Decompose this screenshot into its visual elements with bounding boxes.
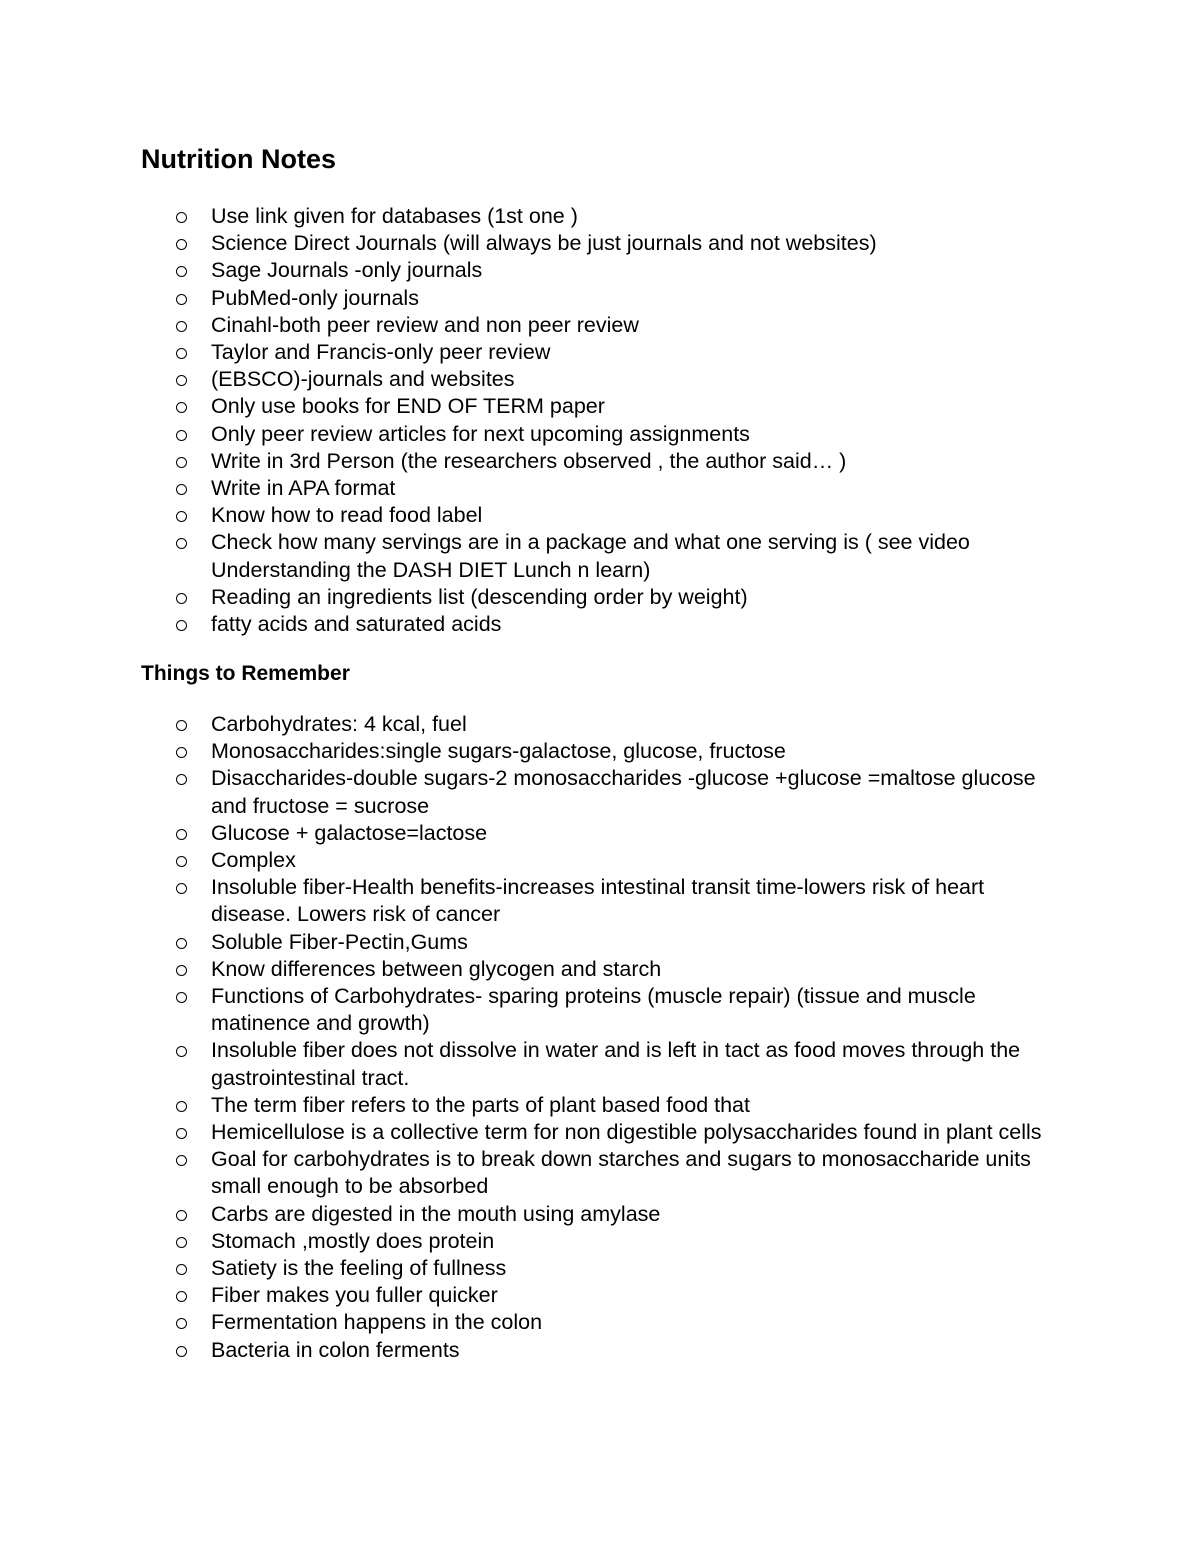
list-item xyxy=(0,230,1200,257)
list-item-text: Soluble Fiber-Pectin,Gums xyxy=(211,929,468,954)
list-item xyxy=(0,765,1200,819)
hollow-circle-bullet-icon xyxy=(176,538,187,549)
list-item xyxy=(0,956,1200,983)
hollow-circle-bullet-icon xyxy=(176,1237,187,1248)
list-item xyxy=(0,475,1200,502)
list-item xyxy=(0,1255,1200,1282)
list-item xyxy=(0,1228,1200,1255)
list-item-text: Know how to read food label xyxy=(211,503,483,528)
list-item xyxy=(0,847,1200,874)
list-item-text: Fiber makes you fuller quicker xyxy=(211,1283,498,1308)
hollow-circle-bullet-icon xyxy=(176,402,187,413)
list-item xyxy=(0,1092,1200,1119)
list-item-text: Carbohydrates: 4 kcal, fuel xyxy=(211,712,467,736)
hollow-circle-bullet-icon xyxy=(176,1318,187,1329)
list-item xyxy=(0,1337,1200,1364)
hollow-circle-bullet-icon xyxy=(176,294,187,305)
list-item xyxy=(0,312,1200,339)
page-title: Nutrition Notes xyxy=(141,144,336,174)
list-item-text: Goal for carbohydrates is to break down starches and sugars to monosaccharide units small enough to be absorbed xyxy=(211,1147,1031,1199)
hollow-circle-bullet-icon xyxy=(176,774,187,785)
hollow-circle-bullet-icon xyxy=(176,829,187,840)
notes-list-things-to-remember xyxy=(0,711,1200,1364)
list-item-text: The term fiber refers to the parts of plant based food that xyxy=(211,1092,750,1117)
list-item xyxy=(0,611,1200,638)
hollow-circle-bullet-icon xyxy=(176,212,187,223)
list-item xyxy=(0,820,1200,847)
hollow-circle-bullet-icon xyxy=(176,992,187,1003)
list-item-text: Use link given for databases (1st one ) xyxy=(211,204,578,228)
list-item-text: Only peer review articles for next upcoming assignments xyxy=(211,421,750,446)
list-item xyxy=(0,929,1200,956)
list-item-text: Monosaccharides:single sugars-galactose, glucose, fructose xyxy=(211,739,786,764)
list-item-text: Cinahl-both peer review and non peer review xyxy=(211,312,639,337)
list-item xyxy=(0,502,1200,529)
hollow-circle-bullet-icon xyxy=(176,1210,187,1221)
list-item-text: (EBSCO)-journals and websites xyxy=(211,367,515,392)
list-item xyxy=(0,711,1200,738)
list-item xyxy=(0,257,1200,284)
list-item xyxy=(0,203,1200,230)
hollow-circle-bullet-icon xyxy=(176,375,187,386)
list-item-text: Glucose + galactose=lactose xyxy=(211,820,488,845)
list-item-text: Bacteria in colon ferments xyxy=(211,1337,460,1362)
notes-list-databases xyxy=(0,203,1200,638)
hollow-circle-bullet-icon xyxy=(176,883,187,894)
hollow-circle-bullet-icon xyxy=(176,1155,187,1166)
list-item-text: Satiety is the feeling of fullness xyxy=(211,1256,507,1281)
list-item-text: Complex xyxy=(211,848,296,873)
hollow-circle-bullet-icon xyxy=(176,457,187,468)
list-item xyxy=(0,983,1200,1037)
hollow-circle-bullet-icon xyxy=(176,620,187,631)
list-item xyxy=(0,448,1200,475)
hollow-circle-bullet-icon xyxy=(176,965,187,976)
hollow-circle-bullet-icon xyxy=(176,239,187,250)
hollow-circle-bullet-icon xyxy=(176,747,187,758)
list-item xyxy=(0,738,1200,765)
list-item-text: Insoluble fiber-Health benefits-increases intestinal transit time-lowers risk of heart disease. Lowers risk of cancer xyxy=(211,875,985,927)
list-item xyxy=(0,366,1200,393)
list-item xyxy=(0,285,1200,312)
list-item-text: fatty acids and saturated acids xyxy=(211,612,502,637)
list-item xyxy=(0,584,1200,611)
list-item-text: Insoluble fiber does not dissolve in water and is left in tact as food moves through the gastrointestinal tract. xyxy=(211,1038,1021,1090)
hollow-circle-bullet-icon xyxy=(176,511,187,522)
hollow-circle-bullet-icon xyxy=(176,856,187,867)
hollow-circle-bullet-icon xyxy=(176,1264,187,1275)
hollow-circle-bullet-icon xyxy=(176,1291,187,1302)
list-item-text: Taylor and Francis-only peer review xyxy=(211,340,551,365)
list-item-text: Know differences between glycogen and starch xyxy=(211,956,662,981)
list-item-text: Carbs are digested in the mouth using amylase xyxy=(211,1201,661,1226)
list-item xyxy=(0,1146,1200,1200)
list-item-text: Science Direct Journals (will always be just journals and not websites) xyxy=(211,231,877,256)
list-item-text: Disaccharides-double sugars-2 monosaccharides -glucose +glucose =maltose glucose and fructose = sucrose xyxy=(211,766,1036,818)
hollow-circle-bullet-icon xyxy=(176,321,187,332)
list-item-text: Stomach ,mostly does protein xyxy=(211,1228,495,1253)
list-item-text: Write in 3rd Person (the researchers observed , the author said… ) xyxy=(211,448,847,473)
hollow-circle-bullet-icon xyxy=(176,1046,187,1057)
list-item xyxy=(0,1119,1200,1146)
list-item-text: Sage Journals -only journals xyxy=(211,258,483,283)
list-item xyxy=(0,529,1200,583)
hollow-circle-bullet-icon xyxy=(176,1101,187,1112)
hollow-circle-bullet-icon xyxy=(176,593,187,604)
hollow-circle-bullet-icon xyxy=(176,720,187,731)
list-item-text: Reading an ingredients list (descending order by weight) xyxy=(211,584,748,609)
hollow-circle-bullet-icon xyxy=(176,430,187,441)
list-item-text: Only use books for END OF TERM paper xyxy=(211,394,605,419)
hollow-circle-bullet-icon xyxy=(176,348,187,359)
list-item-text: PubMed-only journals xyxy=(211,285,419,310)
hollow-circle-bullet-icon xyxy=(176,938,187,949)
list-item xyxy=(0,1309,1200,1336)
list-item xyxy=(0,1037,1200,1091)
list-item xyxy=(0,1201,1200,1228)
list-item-text: Check how many servings are in a package and what one serving is ( see video Understanding the DASH DIET Lunch n learn) xyxy=(211,530,970,582)
hollow-circle-bullet-icon xyxy=(176,1346,187,1357)
list-item xyxy=(0,1282,1200,1309)
hollow-circle-bullet-icon xyxy=(176,1128,187,1139)
list-item-text: Functions of Carbohydrates- sparing proteins (muscle repair) (tissue and muscle matinence and growth) xyxy=(211,984,976,1036)
hollow-circle-bullet-icon xyxy=(176,484,187,495)
list-item xyxy=(0,393,1200,420)
list-item xyxy=(0,339,1200,366)
hollow-circle-bullet-icon xyxy=(176,266,187,277)
list-item-text: Hemicellulose is a collective term for non digestible polysaccharides found in plant cells xyxy=(211,1120,1042,1145)
list-item-text: Write in APA format xyxy=(211,476,396,501)
section-heading: Things to Remember xyxy=(141,662,350,685)
list-item-text: Fermentation happens in the colon xyxy=(211,1310,543,1335)
list-item xyxy=(0,421,1200,448)
list-item xyxy=(0,874,1200,928)
